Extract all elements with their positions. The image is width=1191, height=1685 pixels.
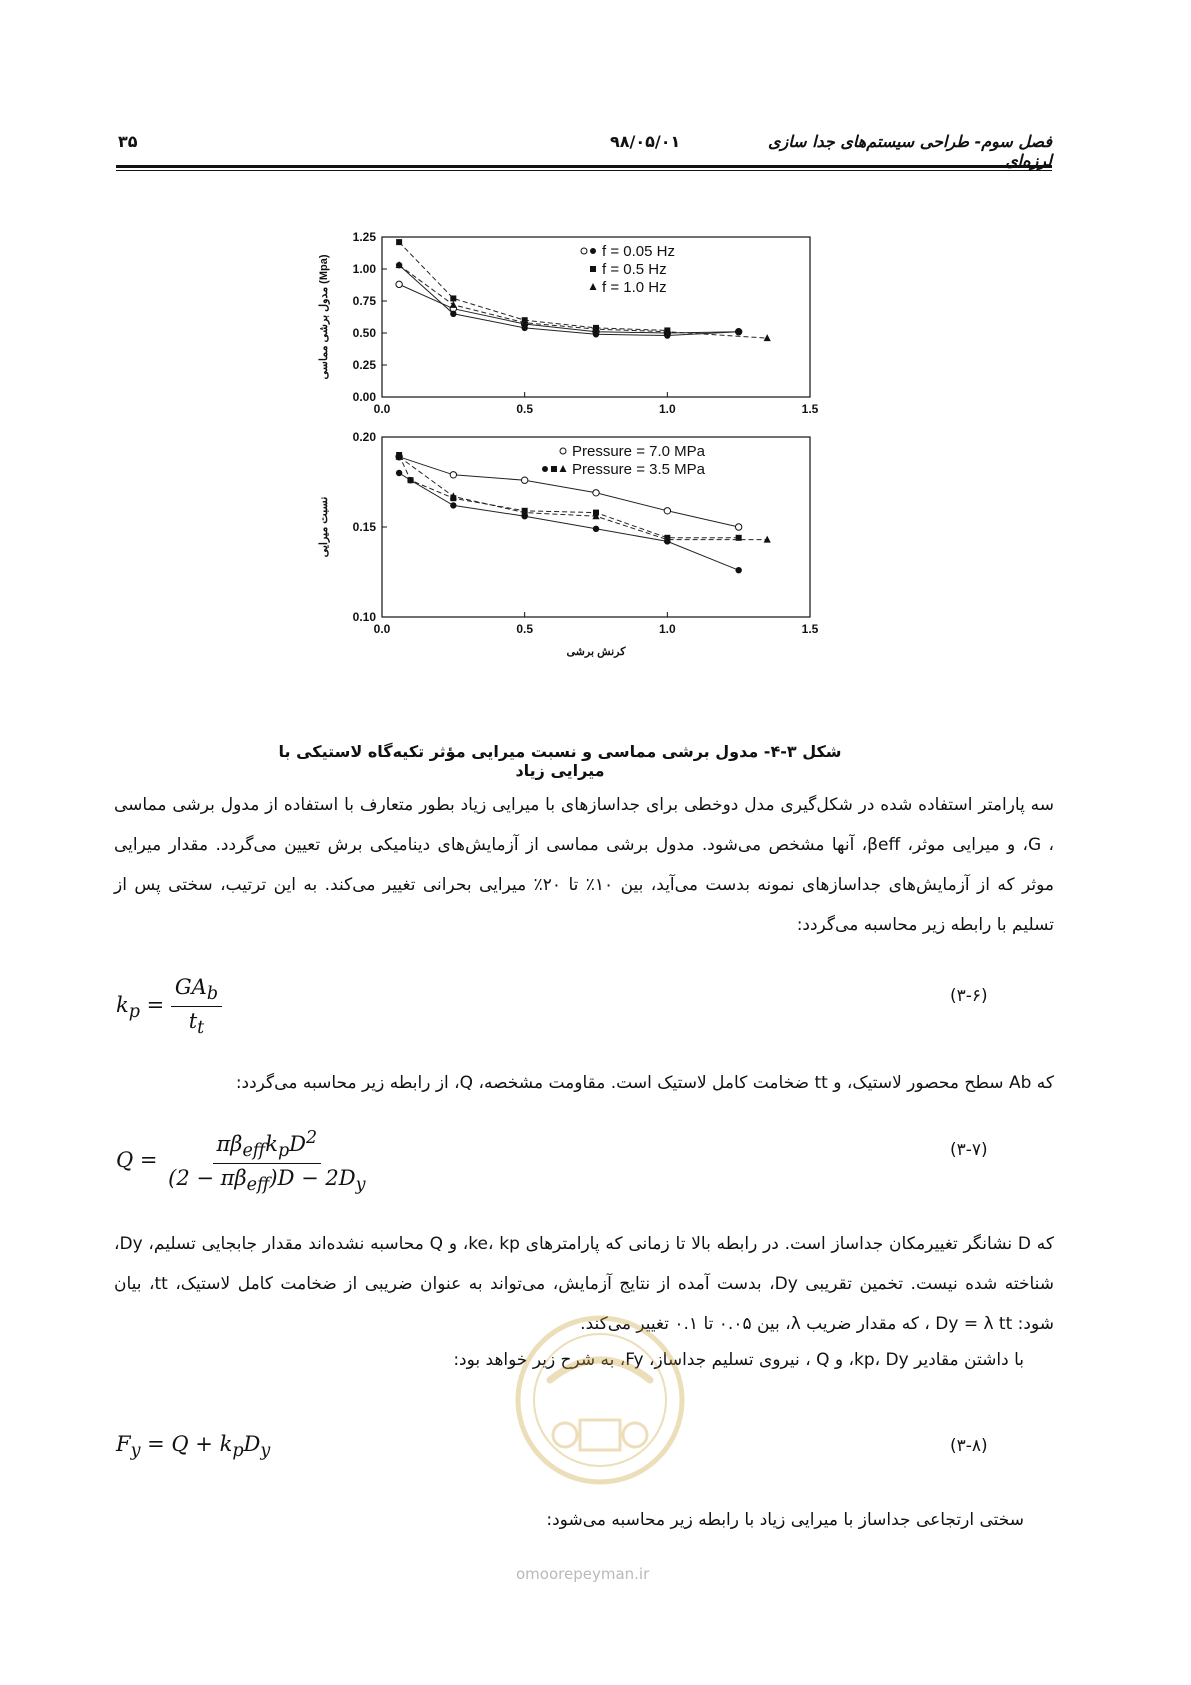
legend-marker <box>542 466 548 472</box>
data-point <box>735 524 741 530</box>
data-point <box>593 526 599 532</box>
paragraph-3: که D نشانگر تغییرمکان جداساز است. در رابطه بالا تا زمانی که پارامترهای ke، kp، و Q محاسبه نشده‌اند مقدار جابجایی تسلیم، Dy، شناخته شده نیست. تخمین تقریبی Dy، بدست آمده از نتایج آزمایش، می‌تواند به عنوان ضریبی از ضخامت کامل لاستیک، tt، بیان شود: Dy = λ tt ، که مقدار ضریب λ، بین ۰.۰۵ تا ۰.۱ تغییر می‌کند. <box>114 1234 1055 1334</box>
data-point <box>764 536 771 543</box>
x-tick-label: 0.0 <box>373 402 391 416</box>
paragraph-4: با داشتن مقادیر kp، Dy، و Q ، نیروی تسلیم جداساز، Fy، به شرح زیر خواهد بود: <box>453 1350 1024 1370</box>
watermark-logo <box>510 1310 690 1490</box>
legend-label: f = 1.0 Hz <box>602 279 667 296</box>
legend-marker <box>560 448 566 454</box>
y-tick-label: 0.10 <box>352 610 376 624</box>
header-rule <box>116 165 1052 168</box>
equation-number-1: (۳-۶) <box>950 986 988 1006</box>
y-tick-label: 0.50 <box>352 326 376 340</box>
paragraph-5: سختی ارتجاعی جداساز با میرایی زیاد با رابطه زیر محاسبه می‌شود: <box>546 1510 1024 1530</box>
y-tick-label: 1.25 <box>352 230 376 244</box>
data-point <box>664 508 670 514</box>
y-axis-label: نسبت میرایی <box>318 496 330 558</box>
series-line <box>399 265 767 338</box>
x-tick-label: 0.5 <box>516 622 534 636</box>
data-point <box>593 490 599 496</box>
data-point <box>408 477 414 483</box>
series-line <box>399 265 739 335</box>
data-point <box>396 239 402 245</box>
data-point <box>450 472 456 478</box>
y-axis-label: مدول برشی مماسی (Mpa) <box>318 254 330 380</box>
y-tick-label: 0.20 <box>352 430 376 444</box>
y-tick-label: 0.75 <box>352 294 376 308</box>
legend-label: f = 0.5 Hz <box>602 261 667 278</box>
data-point <box>396 470 402 476</box>
paragraph-1: سه پارامتر استفاده شده در شکل‌گیری مدل دوخطی برای جداسازهای با میرایی زیاد بطور متعارف با استفاده از مدول برشی مماسی ، G، و میرایی موثر، βeff، آنها مشخص می‌شود. مدول برشی مماسی از آزمایش‌های دینامیکی برش تعیین می‌گردد. مقدار میرایی موثر که از آزمایش‌های جداسازهای نمونه بدست می‌آید، بین ۱۰٪ تا ۲۰٪ میرایی بحرانی تغییر می‌کند. به این ترتیب، سختی پس از تسلیم با رابطه زیر محاسبه می‌گردد: <box>114 795 1054 935</box>
legend-label: Pressure = 3.5 MPa <box>572 461 705 478</box>
data-point <box>521 477 527 483</box>
x-tick-label: 0.5 <box>516 402 534 416</box>
data-point <box>764 334 771 341</box>
legend-marker <box>581 248 587 254</box>
y-tick-label: 0.15 <box>352 520 376 534</box>
x-tick-label: 1.0 <box>658 402 676 416</box>
legend-marker <box>590 283 597 290</box>
y-tick-label: 0.25 <box>352 358 376 372</box>
x-tick-label: 1.5 <box>801 622 819 636</box>
watermark-url: omoorepeyman.ir <box>516 1565 650 1583</box>
x-tick-label: 1.5 <box>801 402 819 416</box>
legend-marker <box>560 465 567 472</box>
equation-number-2: (۳-۷) <box>950 1140 988 1160</box>
data-point <box>735 329 741 335</box>
y-tick-label: 0.00 <box>352 390 376 404</box>
equation-q: Q = $\frac{\pi\beta_{eff}k_pD^2}{(2 - \pi\beta_{eff})D - 2D_y}$ <box>116 1128 366 1196</box>
legend-marker <box>590 266 596 272</box>
data-point <box>450 311 456 317</box>
legend-marker <box>590 248 596 254</box>
x-tick-label: 0.0 <box>373 622 391 636</box>
data-point <box>735 567 741 573</box>
data-point <box>450 301 457 308</box>
chart-shear-modulus <box>318 230 819 416</box>
equation-number-3: (۳-۸) <box>950 1436 988 1456</box>
plot-frame <box>382 237 810 397</box>
header-rule-thin <box>116 170 1052 171</box>
paragraph-2: که Ab سطح محصور لاستیک، و tt ضخامت کامل لاستیک است. مقاومت مشخصه، Q، از رابطه زیر محاسبه می‌گردد: <box>235 1073 1054 1093</box>
chapter-title: فصل سوم- طراحی سیستم‌های جدا سازی لرزه‌ای <box>767 132 1052 170</box>
header-date: ۹۸/۰۵/۰۱ <box>610 132 681 151</box>
legend-label: Pressure = 7.0 MPa <box>572 443 705 460</box>
legend-marker <box>551 466 557 472</box>
data-point <box>450 295 456 301</box>
equation-kp: $k_p$ = $\frac{GA_b}{t_t}$ <box>116 975 222 1038</box>
figure-caption: شکل ۳-۴- مدول برشی مماسی و نسبت میرایی مؤثر تکیه‌گاه لاستیکی با میرایی زیاد <box>278 742 842 780</box>
legend-label: f = 0.05 Hz <box>602 243 675 260</box>
data-point <box>450 502 456 508</box>
x-tick-label: 1.0 <box>658 622 676 636</box>
chart-damping-ratio <box>318 430 819 658</box>
y-tick-label: 1.00 <box>352 262 376 276</box>
figure <box>310 225 830 725</box>
equation-fy: $F_y = Q + k_pD_y$ <box>116 1432 271 1462</box>
x-axis-label: کرنش برشی <box>566 646 626 658</box>
data-point <box>396 281 402 287</box>
page-number: ۳۵ <box>118 132 138 151</box>
